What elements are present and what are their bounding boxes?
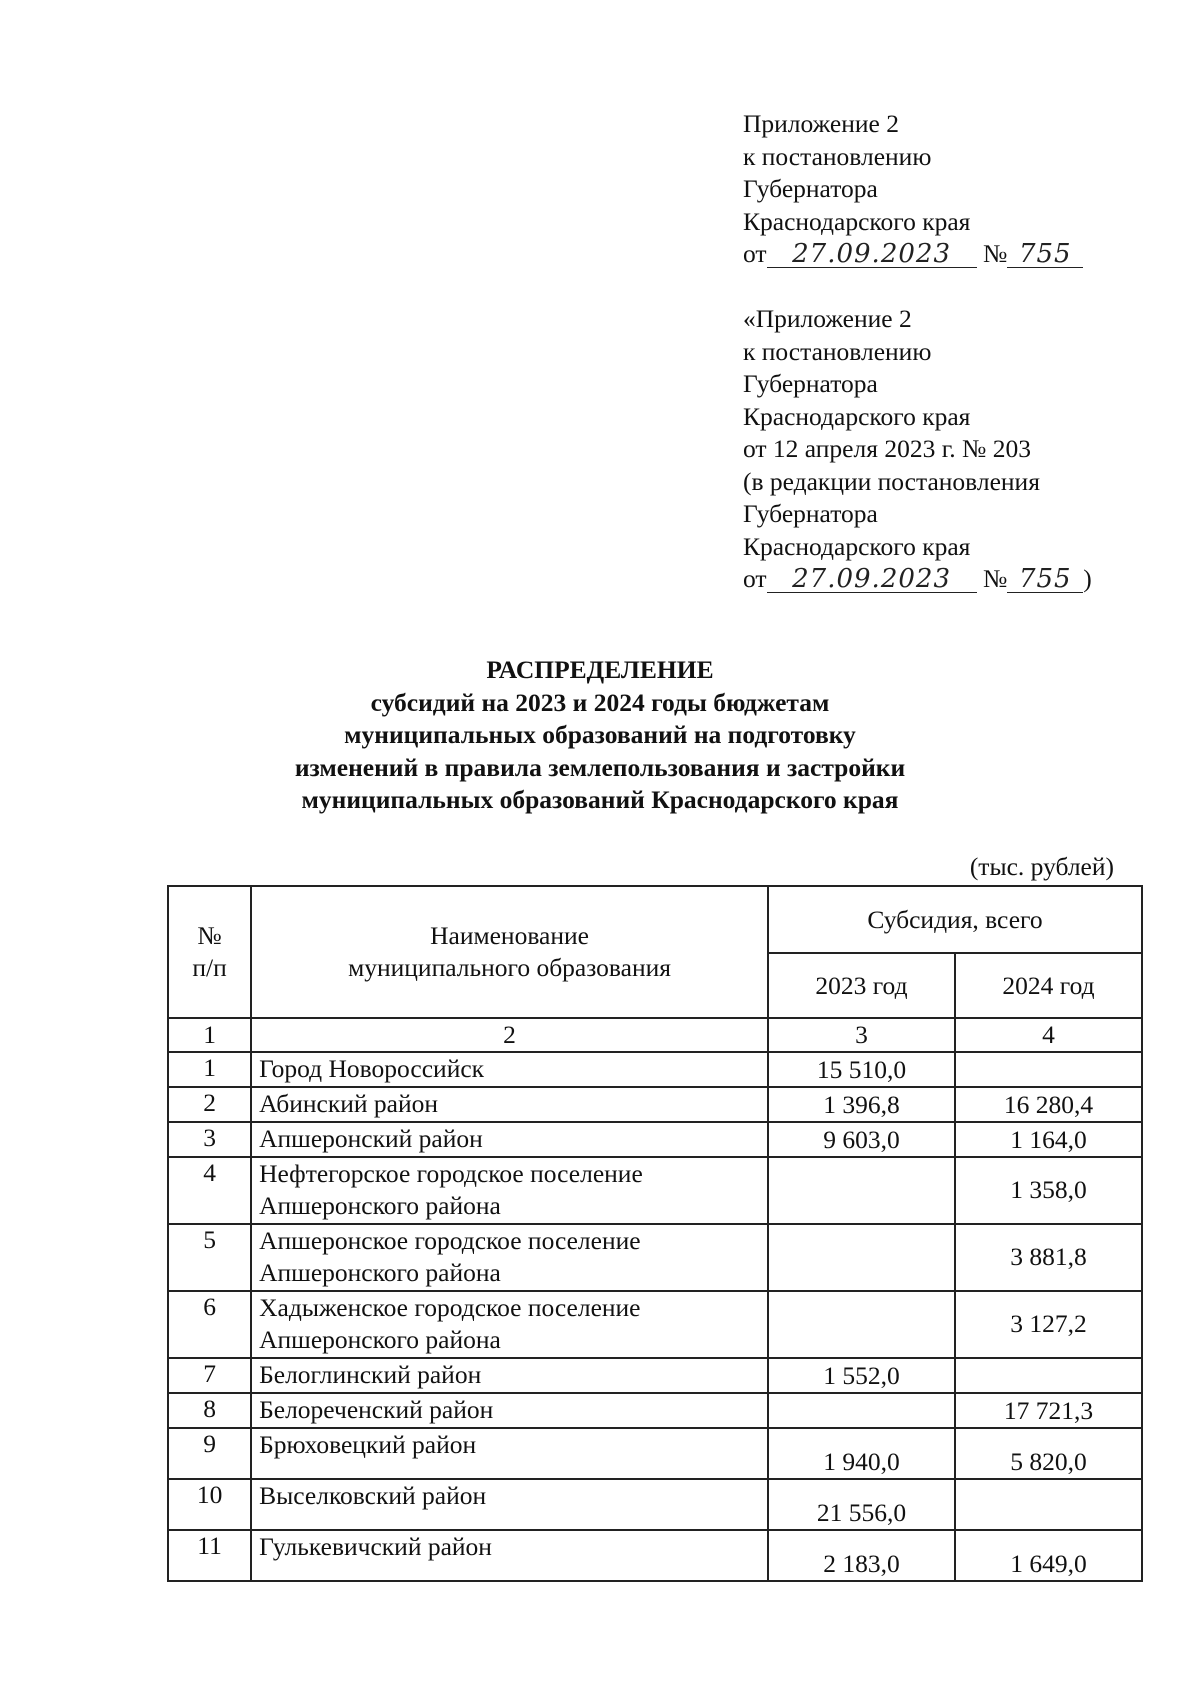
subsidy-2024: 16 280,4	[955, 1087, 1142, 1122]
municipality-name	[251, 1224, 768, 1291]
header-num-line: №	[197, 921, 222, 950]
subsidy-2023: 1 396,8	[768, 1087, 955, 1122]
appendix-quoted	[743, 303, 1092, 596]
row-number: 11	[168, 1530, 251, 1581]
header-num	[168, 886, 251, 1018]
number-prefix: №	[982, 239, 1008, 268]
municipality-name	[251, 1157, 768, 1224]
row-number: 10	[168, 1479, 251, 1530]
subsidy-2024: 1 649,0	[955, 1530, 1142, 1581]
column-number: 2	[251, 1018, 768, 1052]
appendix-line: «Приложение 2	[743, 304, 912, 333]
row-number: 7	[168, 1358, 251, 1393]
appendix-line: (в редакции постановления	[743, 466, 1040, 496]
number-prefix: №	[982, 564, 1008, 593]
municipality-name-line: Нефтегорское городское поселение	[259, 1159, 643, 1188]
header-year-2023: 2023 год	[768, 953, 955, 1018]
column-number: 3	[768, 1018, 955, 1052]
municipality-name	[251, 1291, 768, 1358]
date-prefix: от	[743, 239, 767, 268]
column-numbers-row	[168, 1018, 1142, 1052]
municipality-name-line: Абинский район	[259, 1089, 438, 1118]
appendix-line: Краснодарского края	[743, 531, 971, 561]
table-row	[168, 1087, 1142, 1122]
municipality-name	[251, 1479, 768, 1530]
column-number: 4	[955, 1018, 1142, 1052]
row-number: 1	[168, 1052, 251, 1087]
closing-paren: )	[1083, 564, 1092, 593]
title-line: субсидий на 2023 и 2024 годы бюджетам	[370, 687, 830, 717]
subsidy-2023	[768, 1291, 955, 1358]
table-row	[168, 1358, 1142, 1393]
subsidy-2024: 3 881,8	[955, 1224, 1142, 1291]
handwritten-number: 755	[1007, 566, 1083, 593]
subsidy-2023: 21 556,0	[768, 1479, 955, 1530]
municipality-name-line: Апшеронского района	[259, 1258, 501, 1287]
municipality-name	[251, 1530, 768, 1581]
table-row	[168, 1052, 1142, 1087]
subsidy-2024	[955, 1358, 1142, 1393]
municipality-name-line: Город Новороссийск	[259, 1054, 485, 1083]
header-name-line: Наименование	[430, 921, 589, 950]
table-row	[168, 1291, 1142, 1358]
appendix-line: к постановлению	[743, 141, 932, 171]
header-year-2024: 2024 год	[955, 953, 1142, 1018]
appendix-line: к постановлению	[743, 336, 932, 366]
row-number: 8	[168, 1393, 251, 1428]
appendix-line: Губернатора	[743, 369, 878, 398]
subsidy-2023	[768, 1224, 955, 1291]
subsidy-2023: 1 552,0	[768, 1358, 955, 1393]
appendix-date-line	[743, 238, 1083, 271]
appendix-line: Приложение 2	[743, 109, 899, 138]
subsidy-2023: 15 510,0	[768, 1052, 955, 1087]
municipality-name-line: Апшеронского района	[259, 1325, 501, 1354]
subsidy-2024: 1 358,0	[955, 1157, 1142, 1224]
municipality-name-line: Апшеронский район	[259, 1124, 483, 1153]
header-subsidy: Субсидия, всего	[768, 886, 1142, 953]
municipality-name-line: Хадыженское городское поселение	[259, 1293, 641, 1322]
appendix-date-line	[743, 563, 1092, 596]
subsidy-2024: 3 127,2	[955, 1291, 1142, 1358]
appendix-line: Губернатора	[743, 499, 878, 528]
row-number: 4	[168, 1157, 251, 1224]
appendix-header	[743, 108, 1083, 271]
municipality-name	[251, 1052, 768, 1087]
municipality-name-line: Белоглинский район	[259, 1360, 482, 1389]
municipality-name-line: Выселковский район	[259, 1481, 487, 1510]
municipality-name-line: Белореченский район	[259, 1395, 494, 1424]
row-number: 9	[168, 1428, 251, 1479]
title-heading: РАСПРЕДЕЛЕНИЕ	[486, 655, 714, 684]
subsidy-2024: 17 721,3	[955, 1393, 1142, 1428]
header-name-line: муниципального образования	[348, 953, 671, 982]
municipality-name	[251, 1393, 768, 1428]
header-num-line: п/п	[192, 953, 227, 982]
date-prefix: от	[743, 564, 767, 593]
subsidy-2023	[768, 1393, 955, 1428]
subsidy-2023: 1 940,0	[768, 1428, 955, 1479]
subsidy-2023: 9 603,0	[768, 1122, 955, 1157]
row-number: 3	[168, 1122, 251, 1157]
subsidy-2024	[955, 1479, 1142, 1530]
appendix-line: Краснодарского края	[743, 206, 971, 236]
table-row	[168, 1428, 1142, 1479]
title-line: муниципальных образований на подготовку	[344, 720, 856, 749]
column-number: 1	[168, 1018, 251, 1052]
appendix-line: Краснодарского края	[743, 401, 971, 431]
municipality-name	[251, 1358, 768, 1393]
subsidy-2023	[768, 1157, 955, 1224]
subsidy-table	[167, 885, 1143, 1582]
units-label: (тыс. рублей)	[969, 852, 1114, 881]
table-row	[168, 1157, 1142, 1224]
subsidy-2024	[955, 1052, 1142, 1087]
row-number: 2	[168, 1087, 251, 1122]
municipality-name	[251, 1087, 768, 1122]
municipality-name-line: Гулькевичский район	[259, 1532, 492, 1561]
table-row	[168, 1393, 1142, 1428]
table-row	[168, 1530, 1142, 1581]
municipality-name-line: Брюховецкий район	[259, 1430, 477, 1459]
subsidy-2024: 5 820,0	[955, 1428, 1142, 1479]
table-row	[168, 1122, 1142, 1157]
handwritten-number: 755	[1007, 241, 1083, 268]
handwritten-date: 27.09.2023	[767, 241, 977, 268]
appendix-line: Губернатора	[743, 174, 878, 203]
row-number: 6	[168, 1291, 251, 1358]
subsidy-2023: 2 183,0	[768, 1530, 955, 1581]
municipality-name-line: Апшеронское городское поселение	[259, 1226, 641, 1255]
municipality-name-line: Апшеронского района	[259, 1191, 501, 1220]
table-row	[168, 1224, 1142, 1291]
title-line: изменений в правила землепользования и застройки	[294, 752, 906, 782]
municipality-name	[251, 1428, 768, 1479]
municipality-name	[251, 1122, 768, 1157]
subsidy-2024: 1 164,0	[955, 1122, 1142, 1157]
handwritten-date: 27.09.2023	[767, 566, 977, 593]
table-row	[168, 1479, 1142, 1530]
title-line: муниципальных образований Краснодарского края	[301, 785, 899, 814]
appendix-line: от 12 апреля 2023 г. № 203	[743, 434, 1031, 463]
row-number: 5	[168, 1224, 251, 1291]
table-body	[168, 1018, 1142, 1581]
document-title	[200, 654, 1000, 817]
header-name	[251, 886, 768, 1018]
